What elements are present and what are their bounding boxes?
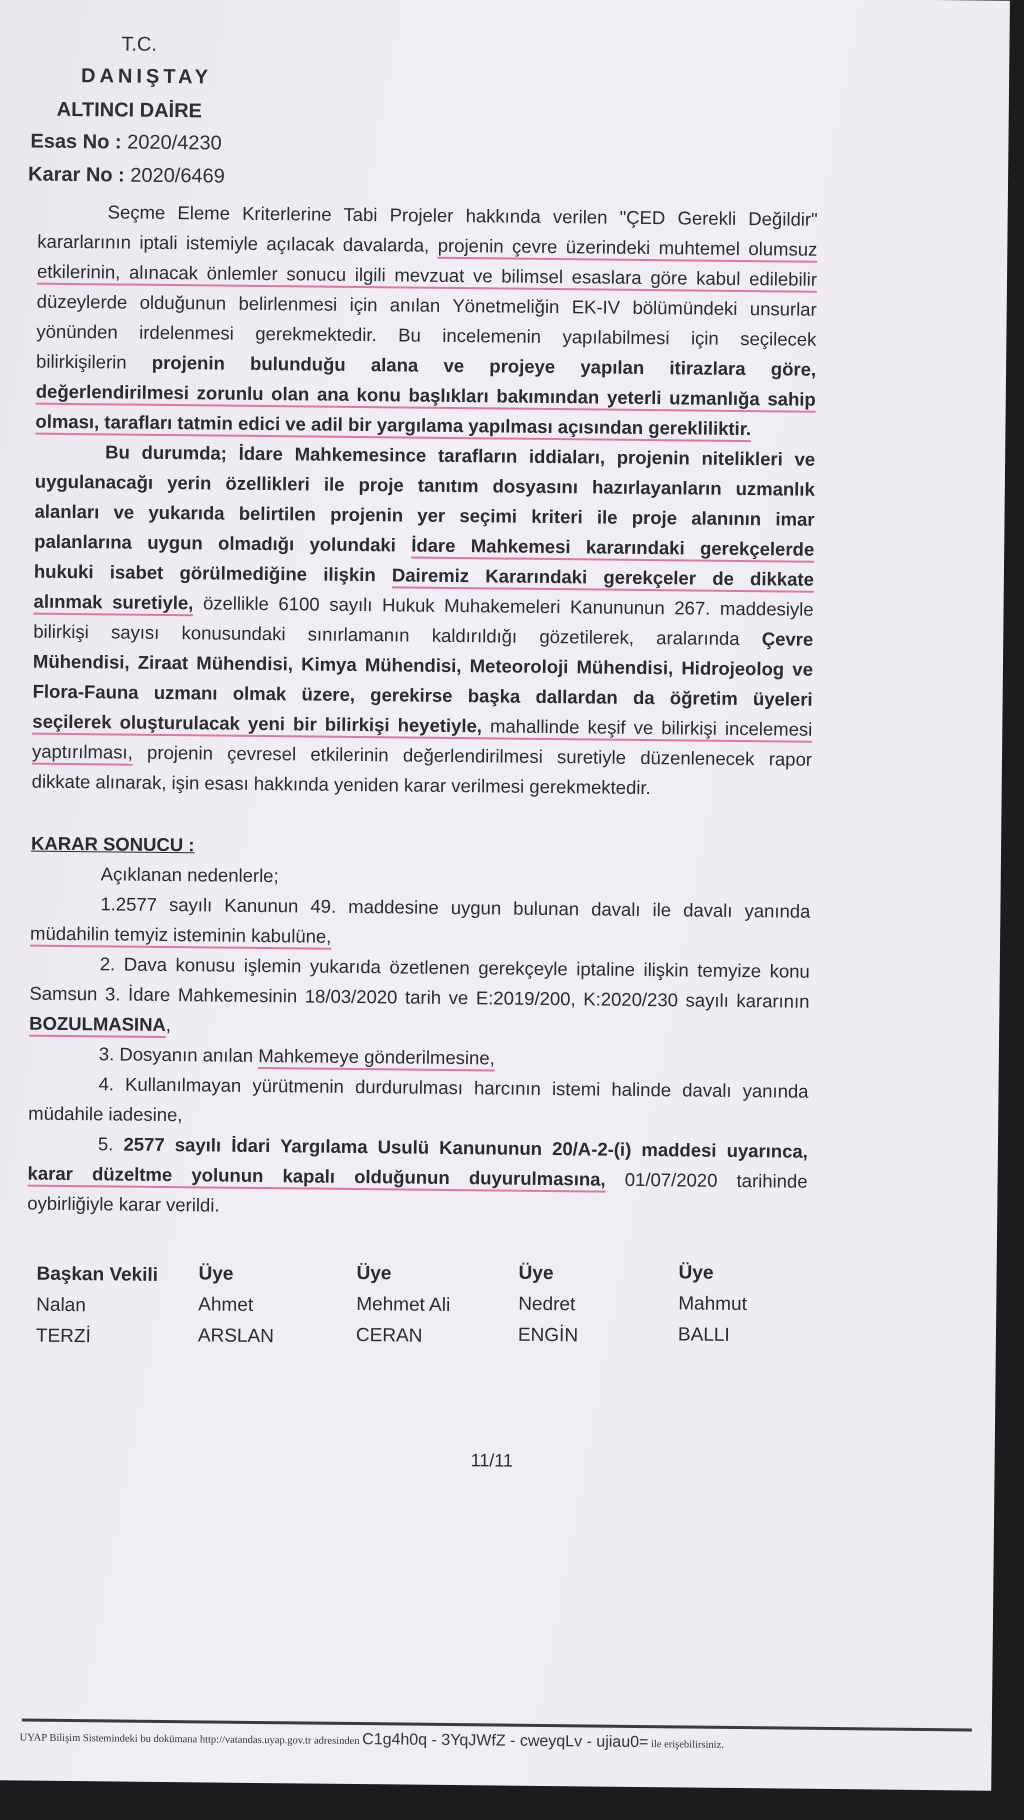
signature-first: Ahmet [198,1294,254,1316]
text-segment: özellikle 6100 sayılı Hukuk Muhakemeleri Kanununun 267. maddesiyle [193,592,814,620]
bold-text: hukuki isabet görülmediğine ilişkin [33,560,393,586]
underlined-text: seçilerek oluşturulacak yeni bir bilirkişi heyetiyle, [32,710,483,737]
text-segment: Açıklanan nedenlerle; [100,863,279,887]
underlined-text: olması, tarafları tatmin edici ve adil bir yargılama yapılması açısından gerekliliktir. [35,410,752,440]
esas-label: Esas [30,130,78,154]
text-segment: oybirliğiyle karar verildi. [27,1192,220,1216]
signature-last: ENGİN [517,1324,579,1347]
header-court: DANIŞTAY [80,65,213,89]
signature-first: Mahmut [678,1293,748,1316]
signature-first: Nalan [36,1294,86,1317]
signature-block [198,1258,275,1352]
signature-role: Başkan Vekili [36,1263,159,1286]
signature-block [36,1259,158,1353]
signature-block [356,1258,451,1352]
underlined-text: alınmak suretiyle, [33,590,194,614]
page-number: 11/11 [470,1450,514,1471]
bold-text: 2577 sayılı İdari Yargılama Usulü Kanununun 20/A-2-(i) maddesi uyarınca, [123,1133,808,1162]
underlined-text: yaptırılması, [31,740,133,763]
result-items [27,859,811,1227]
text-segment: projenin çevresel etkilerinin değerlendirilmesi suretiyle düzenlenecek rapor [132,741,813,770]
footer-suffix: ile erişebilirsiniz. [650,1739,724,1751]
underlined-text: BOZULMASINA [29,1012,166,1036]
underlined-text: etkilerinin, alınacak önlemler sonucu ilgili mevzuat ve bilimsel esaslara göre kabul edilebilir [36,260,818,290]
karar-value: 2020/6469 [130,164,225,188]
text-segment: Samsun 3. İdare Mahkemesinin 18/03/2020 tarih ve E:2019/200, K:2020/230 sayılı kararının [29,982,810,1012]
signature-last: ARSLAN [197,1325,275,1348]
underlined-text: mahallinde keşif ve bilirkişi incelemesi [481,715,813,740]
body-paragraphs [32,197,818,805]
signature-role: Üye [518,1262,554,1285]
signature-last: CERAN [355,1325,423,1347]
footer-prefix: UYAP Bilişim Sistemindeki bu dokümana http://vatandas.uyap.gov.tr adresinden [19,1732,360,1748]
text-segment: 5. [97,1133,124,1155]
text-segment: düzeylerde olduğunun belirlenmesi için anılan Yönetmeliğin EK-IV bölümündeki unsurlar [36,290,817,320]
signature-last: TERZİ [35,1325,91,1348]
text-segment: bilirkişilerin [36,350,152,373]
text-segment: dikkate alınarak, işin esası hakkında yeniden karar verilmesi gerekmektedir. [31,770,651,799]
signature-role: Üye [198,1263,234,1285]
signature-first: Nedret [518,1293,576,1316]
esas-number [30,131,222,156]
signature-role: Üye [678,1262,714,1284]
karar-number [28,164,225,189]
bold-text: Bu durumda; İdare Mahkemesince tarafların iddiaları, projenin nitelikleri ve [105,441,816,470]
bold-text: uygulanacağı yerin özellikleri ile proje tanıtım dosyasını hazırlayanların uzmanlık [34,470,815,500]
esas-value: 2020/4230 [127,131,222,155]
underlined-text: Dairemiz Kararındaki gerekçeler de dikkate [391,564,814,590]
underlined-text: müdahilin temyiz isteminin kabulüne, [30,922,332,947]
text-segment: kararlarının iptali istemiyle açılacak davalarda, [37,230,438,256]
text-segment: 4. Kullanılmayan yürütmenin durdurulması harcının istemi halinde davalı yanında [98,1073,809,1102]
signature-first: Mehmet Ali [356,1294,451,1316]
text-segment: , [165,1014,172,1036]
esas-no-label: No : [82,131,122,154]
underlined-text: projenin çevre üzerindeki muhtemel olumsuz [437,234,818,260]
bold-text: palanlarına uygun olmadığı yolundaki [34,530,412,556]
text-segment: müdahile iadesine, [28,1102,183,1126]
text-segment: Seçme Eleme Kriterlerine Tabi Projeler hakkında verilen "ÇED Gerekli Değildir" [107,201,818,230]
text-segment: 3. Dosyanın anılan [98,1043,259,1066]
footer-code: C1g4h0q - 3YqJWfZ - cweyqLv - ujiau0= [362,1731,649,1752]
bold-text: projenin bulunduğu alana ve projeye yapılan itirazlara göre, [151,351,817,380]
signature-last: BALLI [677,1324,730,1346]
header-tc: T.C. [121,33,158,56]
header-chamber: ALTINCI DAİRE [56,98,203,123]
signature-block [518,1258,579,1352]
text-segment: yönünden irdelenmesi gerekmektedir. Bu incelemenin yapılabilmesi için seçilecek [36,320,817,350]
footer [20,1728,724,1753]
underlined-text: İdare Mahkemesi kararındaki gerekçelerde [411,534,815,560]
underlined-text: değerlendirilmesi zorunlu olan ana konu başlıkları bakımından yeterli uzmanlığa sahip [35,380,816,410]
text-segment: 01/07/2020 tarihinde [605,1168,808,1192]
signature-role: Üye [356,1263,392,1285]
text-segment: bilirkişi sayısı konusundaki sınırlamanın kaldırıldığı gözetilerek, aralarında [33,620,762,650]
text-segment: 2. Dava konusu işlemin yukarıda özetlenen gerekçeyle iptaline ilişkin temyize konu [99,953,810,982]
bold-text: Mühendisi, Ziraat Mühendisi, Kimya Mühendisi, Meteoroloji Mühendisi, Hidrojeolog ve [32,650,814,680]
text-segment: 1.2577 sayılı Kanunun 49. maddesine uygun bulunan davalı ile davalı yanında [100,893,811,922]
karar-label: Karar No : [27,163,125,187]
bold-text: alanları ve yukarıda belirtilen projenin yer seçimi kriteri ile proje alanının imar [34,500,815,530]
bold-text: Flora-Fauna uzmanı olmak üzere, gerekirse başka dallardan da öğretim üyeleri [32,680,813,710]
underlined-text: Mahkemeye gönderilmesine, [258,1044,495,1069]
result-title: KARAR SONUCU : [30,832,195,856]
underlined-text: karar düzeltme yolunun kapalı olduğunun duyurulmasına, [27,1162,606,1190]
document-body [27,197,818,1227]
bold-text: Çevre [761,628,814,650]
signature-block [678,1257,748,1351]
